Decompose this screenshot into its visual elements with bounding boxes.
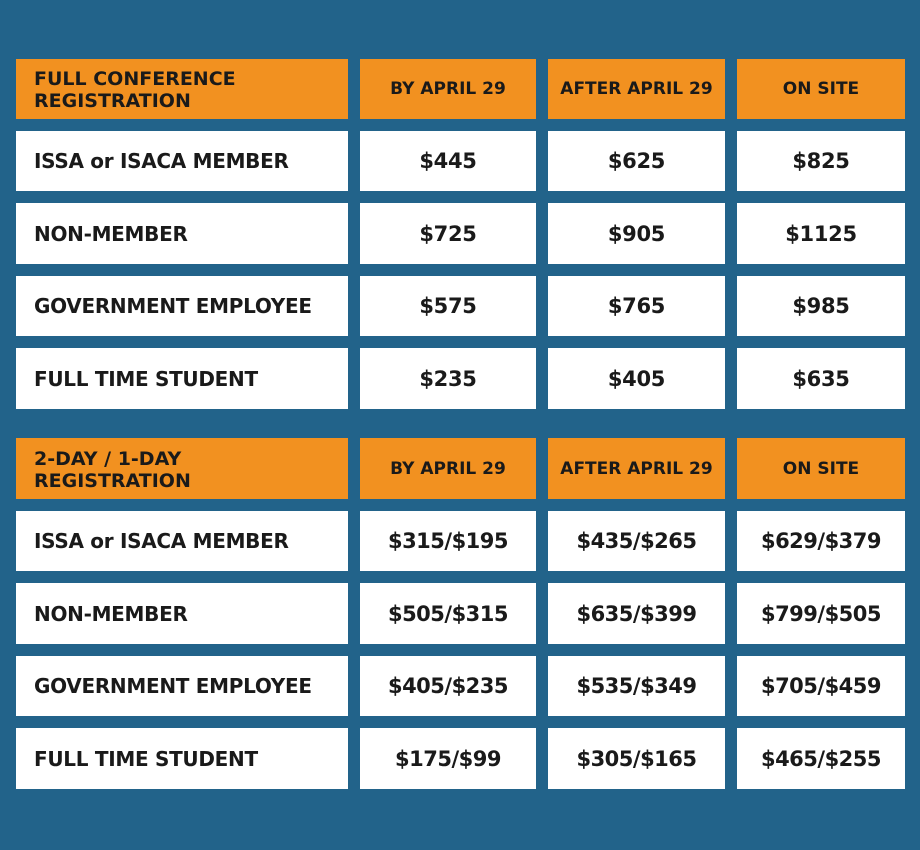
price-cell: $629/$379 — [737, 511, 905, 571]
price-cell: $405 — [548, 348, 725, 409]
column-header-after-april-29: AFTER APRIL 29 — [548, 59, 725, 119]
price-cell: $905 — [548, 203, 725, 264]
price-cell: $705/$459 — [737, 656, 905, 716]
row-label-full-time-student: FULL TIME STUDENT — [16, 348, 348, 409]
price-cell: $465/$255 — [737, 728, 905, 789]
row-label-member: ISSA or ISACA MEMBER — [16, 131, 348, 191]
price-cell: $635 — [737, 348, 905, 409]
price-cell: $235 — [360, 348, 536, 409]
column-header-on-site: ON SITE — [737, 438, 905, 499]
table-title-line-1: 2-DAY / 1-DAY — [34, 447, 182, 470]
price-cell: $985 — [737, 276, 905, 336]
price-cell: $625 — [548, 131, 725, 191]
price-cell: $305/$165 — [548, 728, 725, 789]
row-label-non-member: NON-MEMBER — [16, 203, 348, 264]
column-header-by-april-29: BY APRIL 29 — [360, 438, 536, 499]
price-cell: $435/$265 — [548, 511, 725, 571]
row-label-full-time-student: FULL TIME STUDENT — [16, 728, 348, 789]
table-title-line-1: FULL CONFERENCE — [34, 68, 236, 90]
row-label-government-employee: GOVERNMENT EMPLOYEE — [16, 656, 348, 716]
price-cell: $765 — [548, 276, 725, 336]
row-label-non-member: NON-MEMBER — [16, 583, 348, 644]
column-header-by-april-29: BY APRIL 29 — [360, 59, 536, 119]
price-cell: $635/$399 — [548, 583, 725, 644]
table-title-line-2: REGISTRATION — [34, 90, 191, 112]
price-cell: $575 — [360, 276, 536, 336]
price-cell: $725 — [360, 203, 536, 264]
table-title — [16, 59, 348, 119]
row-label-member: ISSA or ISACA MEMBER — [16, 511, 348, 571]
column-header-on-site: ON SITE — [737, 59, 905, 119]
price-cell: $535/$349 — [548, 656, 725, 716]
row-label-government-employee: GOVERNMENT EMPLOYEE — [16, 276, 348, 336]
price-cell: $799/$505 — [737, 583, 905, 644]
price-cell: $505/$315 — [360, 583, 536, 644]
price-cell: $315/$195 — [360, 511, 536, 571]
price-cell: $405/$235 — [360, 656, 536, 716]
column-header-after-april-29: AFTER APRIL 29 — [548, 438, 725, 499]
table-title — [16, 438, 348, 499]
price-cell: $825 — [737, 131, 905, 191]
price-cell: $175/$99 — [360, 728, 536, 789]
price-cell: $1125 — [737, 203, 905, 264]
price-cell: $445 — [360, 131, 536, 191]
table-title-line-2: REGISTRATION — [34, 469, 191, 492]
